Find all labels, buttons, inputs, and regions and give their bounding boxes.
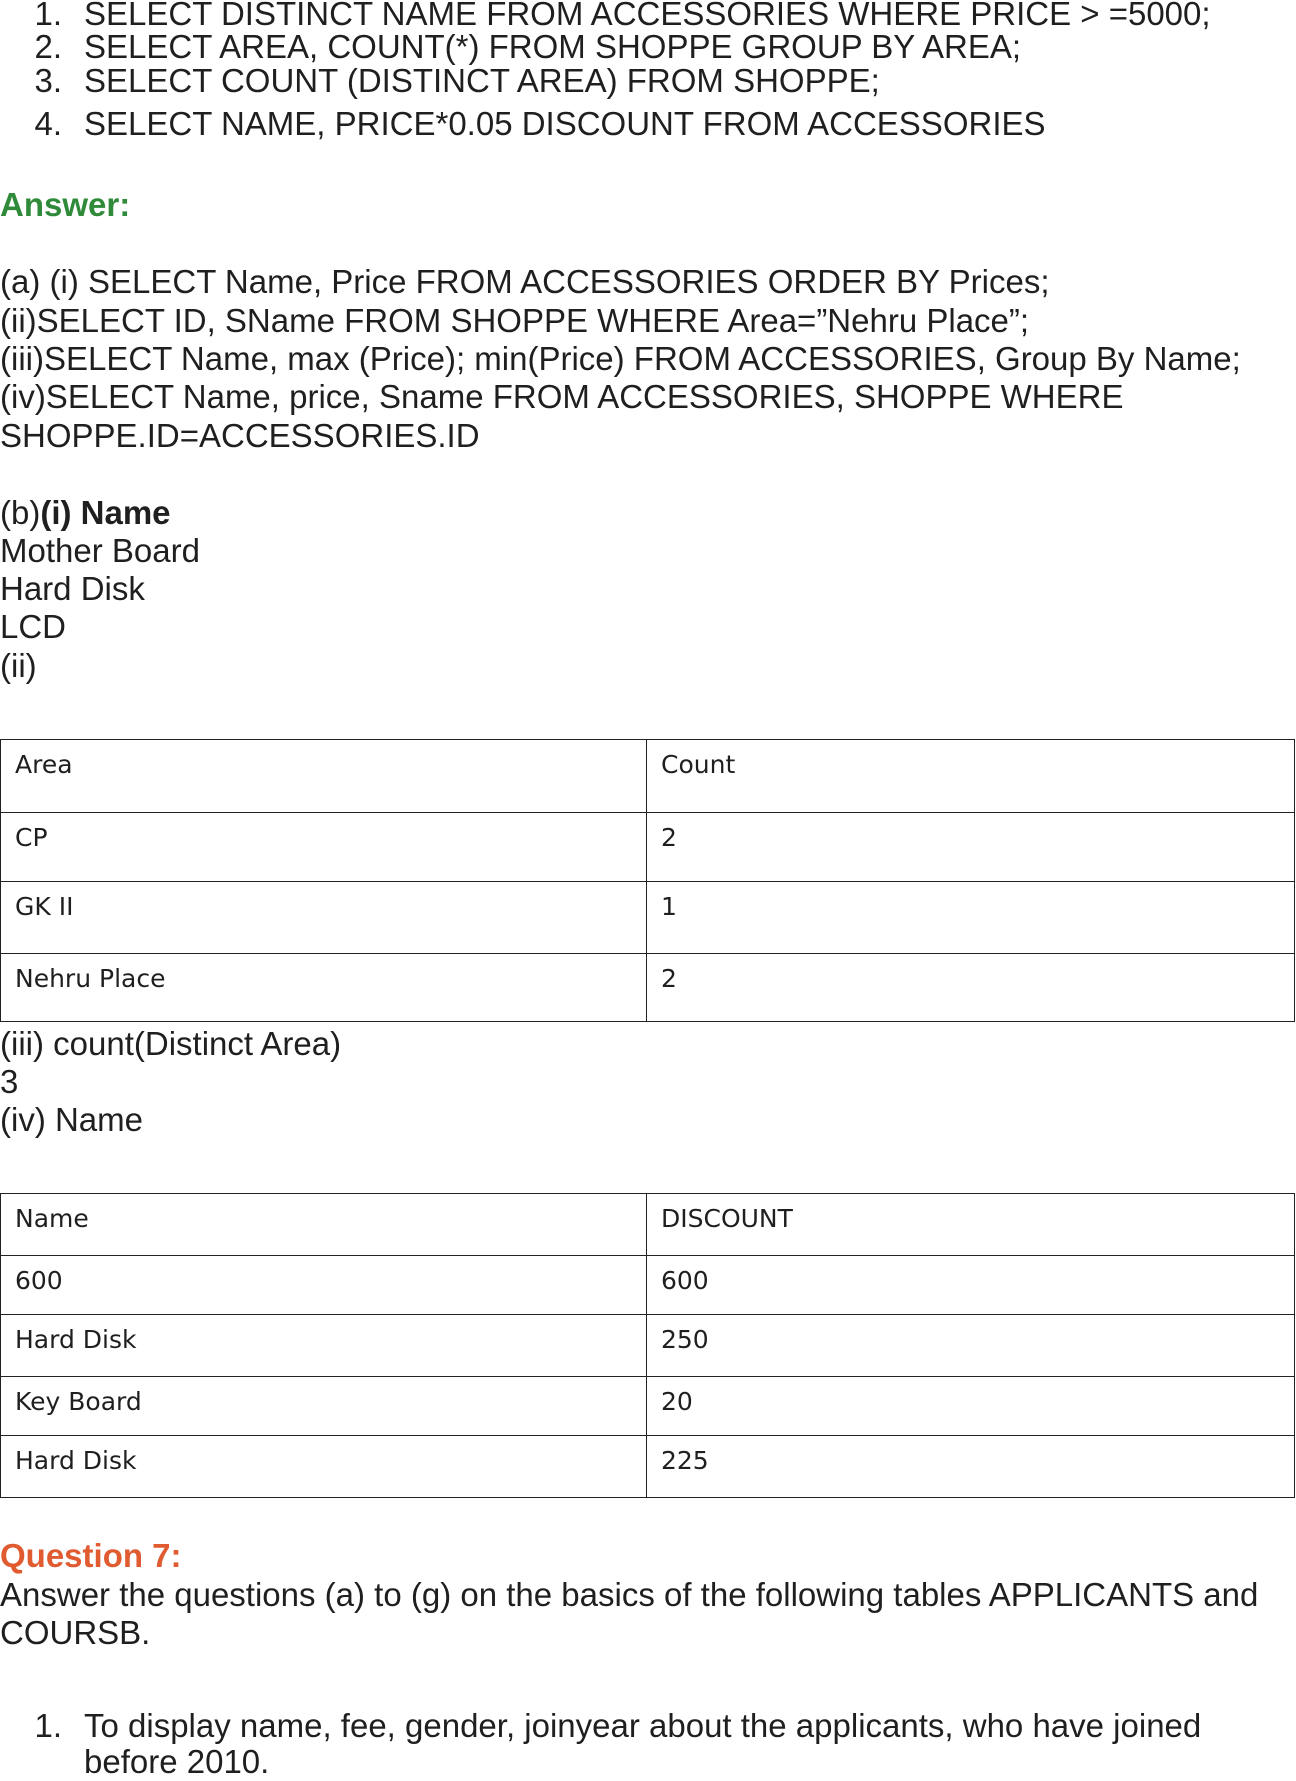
table-cell: CP bbox=[1, 813, 647, 882]
table-row bbox=[1, 813, 1295, 882]
part-iii-label: (iii) count(Distinct Area) bbox=[0, 1025, 342, 1062]
list-text: SELECT AREA, COUNT(*) FROM SHOPPE GROUP BY AREA; bbox=[84, 28, 1022, 65]
question-heading: Question 7: bbox=[0, 1537, 182, 1574]
part-a-line: (ii)SELECT ID, SName FROM SHOPPE WHERE Area=”Nehru Place”; bbox=[0, 302, 1030, 339]
table-cell: 250 bbox=[647, 1315, 1295, 1377]
list-number: 1. bbox=[34, 1707, 62, 1744]
list-number: 2. bbox=[34, 28, 62, 65]
result-name: Hard Disk bbox=[0, 570, 145, 607]
list-text: SELECT DISTINCT NAME FROM ACCESSORIES WHERE PRICE > =5000; bbox=[84, 0, 1211, 32]
table-cell: Key Board bbox=[1, 1377, 647, 1436]
table-header-cell: Name bbox=[1, 1194, 647, 1256]
table-cell: GK II bbox=[1, 882, 647, 954]
list-text: To display name, fee, gender, joinyear about the applicants, who have joined bbox=[84, 1707, 1202, 1744]
result-name: Mother Board bbox=[0, 532, 200, 569]
list-text: SELECT COUNT (DISTINCT AREA) FROM SHOPPE; bbox=[84, 62, 880, 99]
list-text: before 2010. bbox=[84, 1743, 270, 1780]
table-row bbox=[1, 1377, 1295, 1436]
table-cell: Hard Disk bbox=[1, 1315, 647, 1377]
question-intro-line: COURSB. bbox=[0, 1614, 151, 1651]
table-cell: 20 bbox=[647, 1377, 1295, 1436]
area-count-table bbox=[0, 739, 1295, 1022]
question-intro-line: Answer the questions (a) to (g) on the basics of the following tables APPLICANTS and bbox=[0, 1576, 1259, 1613]
table-header-row bbox=[1, 740, 1295, 813]
table-cell: 600 bbox=[647, 1256, 1295, 1315]
table-cell: 225 bbox=[647, 1436, 1295, 1498]
table-cell: 2 bbox=[647, 813, 1295, 882]
table-header-cell: Area bbox=[1, 740, 647, 813]
table-cell: Hard Disk bbox=[1, 1436, 647, 1498]
table-header-cell: Count bbox=[647, 740, 1295, 813]
table-cell: 2 bbox=[647, 954, 1295, 1022]
part-a-line: (a) (i) SELECT Name, Price FROM ACCESSORIES ORDER BY Prices; bbox=[0, 263, 1050, 300]
table-row bbox=[1, 1256, 1295, 1315]
part-a-line: (iii)SELECT Name, max (Price); min(Price) FROM ACCESSORIES, Group By Name; bbox=[0, 340, 1241, 377]
part-b-heading bbox=[0, 494, 171, 532]
part-a-line: (iv)SELECT Name, price, Sname FROM ACCESSORIES, SHOPPE WHERE bbox=[0, 378, 1124, 415]
table-header-row bbox=[1, 1194, 1295, 1256]
table-header-cell: DISCOUNT bbox=[647, 1194, 1295, 1256]
list-text: SELECT NAME, PRICE*0.05 DISCOUNT FROM ACCESSORIES bbox=[84, 105, 1046, 142]
table-row bbox=[1, 882, 1295, 954]
part-iii-value: 3 bbox=[0, 1063, 19, 1100]
part-b-ii-label: (ii) bbox=[0, 647, 37, 684]
result-name: LCD bbox=[0, 608, 67, 645]
answer-heading: Answer: bbox=[0, 186, 131, 223]
table-row bbox=[1, 1315, 1295, 1377]
list-number: 3. bbox=[34, 62, 62, 99]
table-cell: Nehru Place bbox=[1, 954, 647, 1022]
list-number: 4. bbox=[34, 105, 62, 142]
table-cell: 1 bbox=[647, 882, 1295, 954]
table-cell: 600 bbox=[1, 1256, 647, 1315]
part-a-line: SHOPPE.ID=ACCESSORIES.ID bbox=[0, 417, 480, 454]
part-iv-label: (iv) Name bbox=[0, 1101, 144, 1138]
table-row bbox=[1, 1436, 1295, 1498]
list-number: 1. bbox=[34, 0, 62, 32]
part-b-prefix: (b) bbox=[0, 494, 41, 531]
part-b-label: (i) Name bbox=[40, 494, 171, 531]
table-row bbox=[1, 954, 1295, 1022]
discount-table bbox=[0, 1193, 1295, 1498]
